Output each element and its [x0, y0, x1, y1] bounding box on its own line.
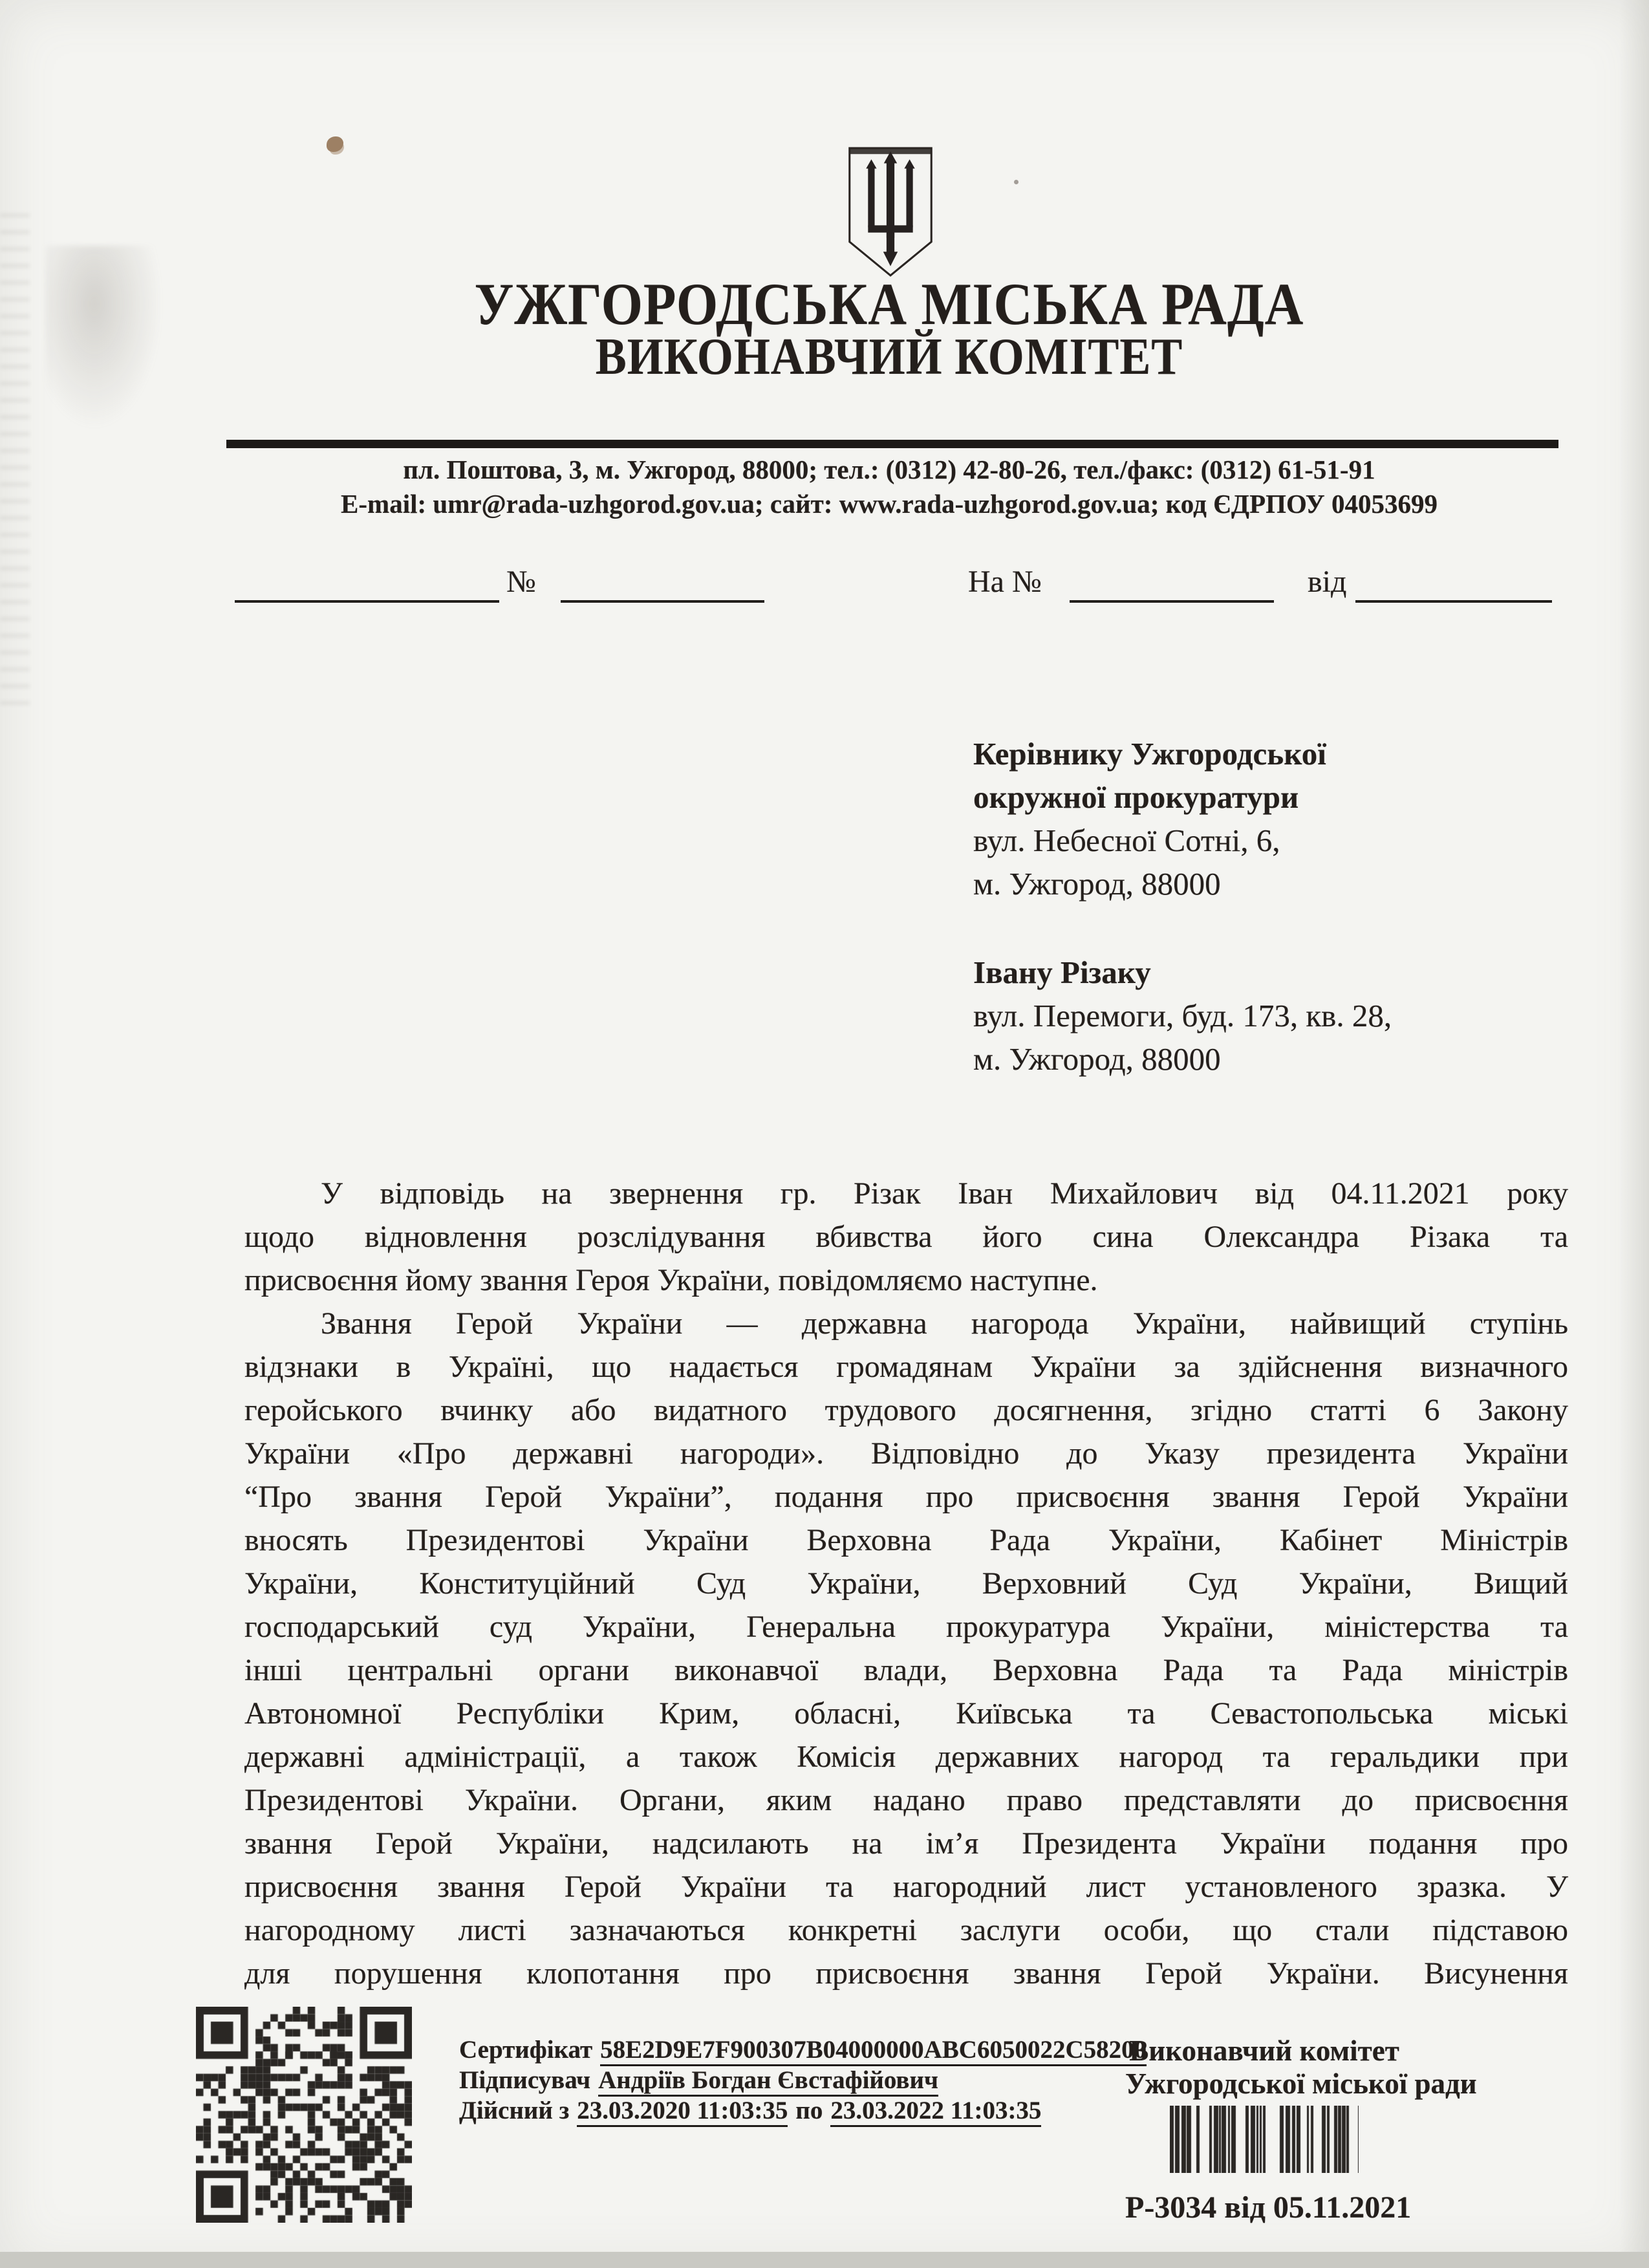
letter-body — [244, 1172, 1568, 1995]
body-line: України, Конституційний Суд України, Верховний Суд України, Вищий — [244, 1566, 1568, 1601]
body-line: щодо відновлення розслідування вбивства його сина Олександра Різака та — [244, 1220, 1568, 1254]
recipient-block-citizen — [973, 951, 1392, 1081]
incoming-number-blank-field — [1070, 579, 1274, 603]
barcode — [1170, 2106, 1359, 2173]
stamp-org-line2: Ужгородської міської ради — [1125, 2068, 1477, 2100]
qr-code — [196, 2007, 412, 2223]
body-line: присвоєння звання Герой України та нагородний лист установленого зразка. У — [244, 1870, 1568, 1904]
valid-to-label: по — [795, 2097, 823, 2124]
scan-artifact-right-edge — [1619, 0, 1649, 2268]
certificate-line — [459, 2035, 1147, 2065]
body-line: господарський суд України, Генеральна прокуратура України, міністерства та — [244, 1610, 1568, 1644]
recipient-line: м. Ужгород, 88000 — [973, 866, 1221, 902]
body-line: України «Про державні нагороди». Відповідно до Указу президента України — [244, 1436, 1568, 1471]
scan-artifact-left-smudge — [0, 213, 30, 718]
valid-from-value: 23.03.2020 11:03:35 — [577, 2097, 788, 2127]
body-line: для порушення клопотання про присвоєння звання Герой України. Висунення — [244, 1956, 1568, 1991]
outgoing-number-blank-field — [561, 579, 764, 603]
recipient-block-prosecutor — [973, 732, 1326, 905]
outgoing-date-blank-field — [235, 579, 499, 603]
recipient-line: м. Ужгород, 88000 — [973, 1041, 1221, 1077]
letterhead-contacts-line: E-mail: umr@rada-uzhgorod.gov.ua; сайт: www.rada-uzhgorod.gov.ua; код ЄДРПОУ 04053699 — [341, 489, 1438, 519]
scan-edge-bottom — [0, 2252, 1649, 2268]
scan-artifact-speck — [1014, 180, 1018, 184]
body-line: звання Герой України, надсилають на ім’я Президента України подання про — [244, 1826, 1568, 1861]
certificate-block — [459, 2035, 1147, 2126]
recipient-line: вул. Небесної Сотні, 6, — [973, 823, 1280, 858]
body-line: Президентові України. Органи, яким надано право представляти до присвоєння — [244, 1783, 1568, 1817]
incoming-date-blank-field — [1355, 579, 1552, 603]
stamp-org-line1: Виконавчий комітет — [1129, 2035, 1399, 2067]
org-name-line1: УЖГОРОДСЬКА МІСЬКА РАДА — [474, 271, 1304, 337]
scan-artifact-speck — [327, 136, 343, 152]
certificate-label: Сертифікат — [459, 2036, 593, 2064]
ukraine-trident-emblem-icon — [846, 146, 935, 278]
validity-line — [459, 2095, 1147, 2126]
body-line: геройського вчинку або видатного трудового досягнення, згідно статті 6 Закону — [244, 1393, 1568, 1427]
recipient-line: Керівнику Ужгородської — [973, 736, 1326, 772]
signer-line — [459, 2065, 1147, 2095]
outgoing-number-label: № — [506, 565, 536, 599]
body-line: нагородному листі зазначаються конкретні заслуги особи, що стали підставою — [244, 1913, 1568, 1947]
valid-to-value: 23.03.2022 11:03:35 — [830, 2097, 1041, 2127]
body-line: У відповідь на звернення гр. Різак Іван Михайлович від 04.11.2021 року — [321, 1176, 1568, 1211]
body-line: “Про звання Герой України”, подання про присвоєння звання Герой України — [244, 1480, 1568, 1514]
body-line: інші центральні органи виконавчої влади, Верховна Рада та Рада міністрів — [244, 1653, 1568, 1687]
body-line: присвоєння йому звання Героя України, повідомляємо наступне. — [244, 1263, 1098, 1297]
signer-value: Андріїв Богдан Євстафійович — [598, 2066, 938, 2097]
registration-stamp — [1125, 2035, 1477, 2225]
recipient-line: Івану Різаку — [973, 955, 1151, 990]
org-name-line2: ВИКОНАВЧИЙ КОМІТЕТ — [595, 329, 1183, 385]
recipient-line: окружної прокуратури — [973, 779, 1299, 815]
signer-label: Підписувач — [459, 2066, 591, 2094]
body-line: Автономної Республіки Крим, обласні, Київська та Севастопольська міські — [244, 1696, 1568, 1731]
recipient-line: вул. Перемоги, буд. 173, кв. 28, — [973, 998, 1392, 1033]
letterhead-divider — [226, 440, 1558, 448]
body-line: державні адміністрації, а також Комісія державних нагород та геральдики при — [244, 1740, 1568, 1774]
validity-label: Дійсний з — [459, 2097, 570, 2124]
scan-artifact-blob — [45, 246, 168, 440]
registration-number: Р-3034 від 05.11.2021 — [1125, 2190, 1412, 2225]
body-line: Звання Герой України — державна нагорода України, найвищий ступінь — [321, 1306, 1568, 1341]
incoming-date-label: від — [1308, 565, 1347, 599]
certificate-value: 58E2D9E7F900307B04000000ABC6050022C58200 — [600, 2036, 1147, 2066]
body-line: вносять Президентові України Верховна Рада України, Кабінет Міністрів — [244, 1523, 1568, 1557]
incoming-number-label: На № — [968, 565, 1042, 599]
body-line: відзнаки в Україні, що надається громадянам України за здійснення визначного — [244, 1350, 1568, 1384]
letterhead-address-line: пл. Поштова, 3, м. Ужгород, 88000; тел.: (0312) 42-80-26, тел./факс: (0312) 61-51-91 — [403, 455, 1375, 484]
